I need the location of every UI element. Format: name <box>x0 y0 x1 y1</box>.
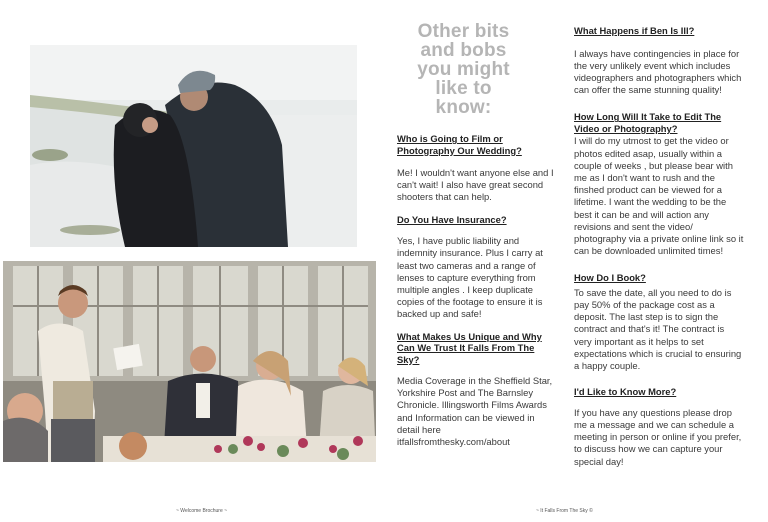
faq-answer: If you have any questions please drop me a message and we can schedule a meeting in person or online if you prefer, to discuss how we can capture your special day! <box>574 406 742 467</box>
heading-line: Other bits <box>417 21 510 42</box>
faq-question: What Happens if Ben Is Ill? <box>574 25 695 36</box>
faq-column-middle <box>397 133 555 448</box>
footer-right: ~ It Falls From The Sky © <box>536 508 593 514</box>
heading-line: like to <box>435 78 492 99</box>
heading-line: and bobs <box>420 40 507 61</box>
faq-answer: I always have contingencies in place for the very unlikely event which includes videographers and photographers which can offer the same stunning quality! <box>574 47 742 96</box>
faq-answer: Me! I wouldn't want anyone else and I can't wait! I also have great second shooters that can help. <box>397 167 554 203</box>
faq-answer: Yes, I have public liability and indemnity insurance. Plus I carry at least two cameras and a range of lenses to capture everything from multiple angles . I keep duplicate copies of the footage to ensure it is backed up and safe! <box>397 235 543 320</box>
faq-question: What Makes Us Unique and Why Can We Trust It Falls From The Sky? <box>397 330 542 365</box>
footer-left: ~ Welcome Brochure ~ <box>176 508 228 514</box>
couple-snow-photo <box>30 45 357 247</box>
heading-line: know: <box>435 97 492 118</box>
faq-question: Do You Have Insurance? <box>397 213 507 225</box>
faq-question: Who is Going to Film or Photography Our Wedding? <box>397 133 522 156</box>
wedding-speech-photo <box>3 261 376 462</box>
faq-answer: Media Coverage in the Sheffield Star, Yorkshire Post and The Barnsley Chronicle. Illingsworth Films Awards and Information can be viewed in detail here itfallsfromthesky.com/about <box>397 375 553 448</box>
heading-line: you might <box>417 59 510 80</box>
faq-question: How Do I Book? <box>574 272 646 284</box>
faq-question: How Long Will It Take to Edit The Video or Photography? <box>574 111 722 134</box>
page-heading <box>396 22 531 117</box>
faq-answer: To save the date, all you need to do is pay 50% of the package cost as a deposit. The last step is to sign the contract and that's it! The contract is very important as it helps to set expectations which is crucial to ensuring a happy couple. <box>574 286 742 372</box>
faq-column-right <box>574 25 744 468</box>
faq-question: I'd Like to Know More? <box>574 386 677 398</box>
faq-answer: I will do my utmost to get the video or photos edited asap, usually within a couple of weeks , but please bear with me as I don't want to rush and the finshed product can be viewed for a lifetime. I want the wedding to be the best it can be and will action any revisions and sent the video/ photography via a private online link so it can be downloaded unlimited times! <box>574 135 744 257</box>
